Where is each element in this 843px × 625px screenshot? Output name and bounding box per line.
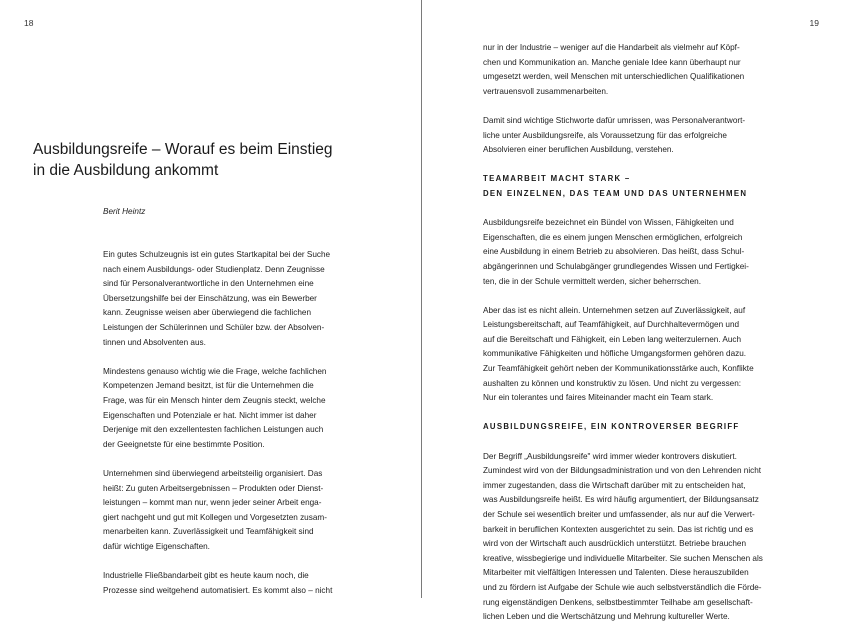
paragraph: Industrielle Fließbandarbeit gibt es heute kaum noch, die Prozesse sind weitgehend automatisiert. Es kommt also – nicht [103,571,333,595]
left-body-text [103,248,365,598]
page-number: 19 [809,18,819,28]
author-name: Berit Heintz [103,207,146,216]
paragraph: Unternehmen sind überwiegend arbeitsteilig organisiert. Das heißt: Zu guten Arbeitsergebnissen – Produkten oder Dienst- leistungen – kommt man nur, wenn jeder seiner Arbeit enga- giert nachgeht und gut mit Kollegen und Vorgesetzten zusam- menarbeiten kann. Zuverlässigkeit und Teamfähigkeit sind dafür wichtige Eigenschaften. [103,468,327,551]
chapter-title [33,139,383,181]
left-page [0,0,421,598]
paragraph: nur in der Industrie – weniger auf die Handarbeit als vielmehr auf Köpf- chen und Kommunikation an. Manche geniale Idee kann überhaupt nur umgesetzt werden, weil Menschen mit unterschiedlichen Qualifikationen vertrauensvoll zusammenarbeiten. [483,43,745,96]
paragraph: Damit sind wichtige Stichworte dafür umrissen, was Personalverantwort- liche unter Ausbildungsreife, als Voraussetzung für das erfolgreiche Absolvieren einer beruflichen Ausbildung, verstehen. [483,115,746,155]
chapter-title-text: Ausbildungsreife – Worauf es beim Einstieg in die Ausbildung ankommt [33,141,333,179]
section-heading: TEAMARBEIT MACHT STARK – DEN EINZELNEN, DAS TEAM UND DAS UNTERNEHMEN [483,174,748,198]
page-number: 18 [24,18,34,28]
section-heading: AUSBILDUNGSREIFE, EIN KONTROVERSER BEGRIFF [483,422,740,432]
paragraph: Aber das ist es nicht allein. Unternehmen setzen auf Zuverlässigkeit, auf Leistungsbereitschaft, auf Teamfähigkeit, auf Durchhaltevermögen und auf die Bereitschaft und Fähigkeit, ein Leben lang weiterzulernen. Auch kommunikative Fähigkeiten und höfliche Umgangsformen gehören dazu. Zur Teamfähigkeit gehört neben der Kommunikationsstärke auch, Konflikte aushalten zu können und konstruktiv zu lösen. Und nicht zu vergessen: Nur ein tolerantes und faires Miteinander macht ein Team stark. [483,305,754,403]
page-divider [421,0,422,598]
paragraph: Ausbildungsreife bezeichnet ein Bündel von Wissen, Fähigkeiten und Eigenschaften, die es einem jungen Menschen ermöglichen, erfolgreich eine Ausbildung in einem Betrieb zu absolvieren. Das heißt, dass Schul- abgängerinnen und Schulabgänger grundlegendes Wissen und Fertigkei- ten, die in der Schule vermittelt werden, sicher beherrschen. [483,218,749,286]
paragraph: Ein gutes Schulzeugnis ist ein gutes Startkapital bei der Suche nach einem Ausbildungs- oder Studienplatz. Denn Zeugnisse sind für Personalverantwortliche in den Unternehmen eine Übersetzungshilfe bei der Einschätzung, was ein Bewerber kann. Zeugnisse weisen aber überwiegend die fachlichen Leistungen der Schülerinnen und Schüler bzw. der Absolven- tinnen und Absolventen aus. [103,250,331,347]
paragraph: Mindestens genauso wichtig wie die Frage, welche fachlichen Kompetenzen Jemand besitzt, ist für die Unternehmen die Frage, was für ein Mensch hinter dem Zeugnis steckt, welche Eigenschaften und Potenziale er hat. Nicht immer ist daher Derjenige mit den exzellentesten fachlichen Leistungen auch der Geeignetste für eine bestimmte Position. [103,366,327,449]
right-body-text [483,41,815,625]
right-page [423,0,843,622]
paragraph: Der Begriff „Ausbildungsreife" wird immer wieder kontrovers diskutiert. Zumindest wird von der Bildungsadministration und von den Lehrenden nicht immer zugestanden, dass die Wirtschaft darüber mit zu entscheiden hat, was Ausbildungsreife heißt. Es wird häufig argumentiert, der Bildungsansatz der Schule sei wesentlich breiter und umfassender, als nur auf die Verwert- barkeit in beruflichen Kontexten ausgerichtet zu sein. Das ist richtig und es wird von der Wirtschaft auch ausdrücklich unterstützt. Betriebe brauchen kreative, wissbegierige und individuelle Mitarbeiter. Sie suchen Menschen als Mitarbeiter mit vielfältigen Interessen und Talenten. Diese herauszubilden und zu fördern ist Aufgabe der Schule wie auch selbstverständlich die Förde- rung eigenständigen Denkens, selbstbestimmter Teilhabe am gesellschaft- lichen Leben und die Wertschätzung und Mehrung kultureller Werte. [483,451,763,622]
